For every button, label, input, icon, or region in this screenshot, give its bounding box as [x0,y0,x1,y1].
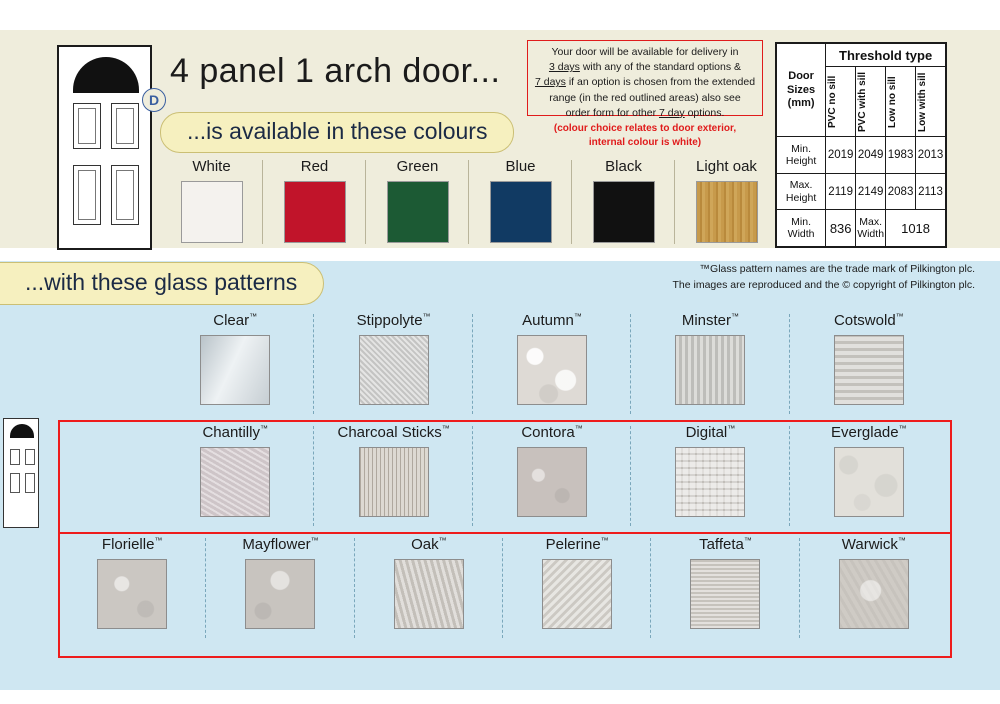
door-panel-inner [116,108,134,144]
door-sizes-table [775,42,947,248]
glass-option-clear-cell[interactable] [156,308,314,420]
page-title: 4 panel 1 arch door... [170,52,501,90]
delivery-note-3-days: 3 days [548,61,580,74]
door-panel-inner [116,170,134,220]
glass-label: Clear™ [213,312,258,329]
glass-label: Taffeta™ [699,536,752,553]
row-label-max-width: Max. Width [856,210,886,247]
door-thumbnail-icon [3,418,39,528]
glass-option-stippolyte-cell[interactable] [314,308,472,420]
cell-max-height-pvc-with-sill: 2149 [856,173,886,210]
door-panel-inner [78,170,96,220]
door-thumbnail-arch [10,424,34,438]
colour-swatch[interactable] [387,181,449,243]
glass-option-charcoal-sticks-cell[interactable] [314,420,472,532]
cell-min-width-value: 836 [826,210,856,247]
glass-label: Everglade™ [831,424,907,441]
colour-label: Black [605,158,642,175]
delivery-note-line1: Your door will be available for delivery in [551,46,739,58]
glass-swatch[interactable] [97,559,167,629]
delivery-note-line2: with any of the standard options & [582,61,742,74]
table-header-label: Low with sill [917,72,929,132]
glass-label: Warwick™ [841,536,906,553]
glass-swatch[interactable] [834,447,904,517]
cell-min-height-pvc-with-sill: 2049 [856,137,886,174]
row-label-max-height: Max. Height [777,173,826,210]
glass-pattern-grid [58,308,948,658]
table-header-label: PVC no sill [827,75,839,128]
colour-label: Light oak [696,158,757,175]
colour-note-line1: (colour choice relates to door exterior, [553,123,737,134]
delivery-note-7-days: 7 days [534,76,566,89]
glass-label: Mayflower™ [242,536,319,553]
trademark-note-line2: The images are reproduced and the © copyright of Pilkington plc. [672,278,975,291]
colour-option-red[interactable] [263,158,366,248]
glass-option-taffeta-cell[interactable] [651,532,799,644]
door-panel-bottom-right [111,165,139,225]
glass-label: Contora™ [521,424,583,441]
background-band-white-top [0,0,1000,30]
door-thumbnail-panel [25,449,35,465]
table-header-pvc-no-sill [826,67,856,137]
glass-option-cotswold-cell[interactable] [790,308,948,420]
colour-label: Blue [505,158,536,175]
glass-label: Pelerine™ [545,536,609,553]
table-row [777,173,946,210]
glass-option-everglade-cell[interactable] [790,420,948,532]
door-thumbnail-panel [10,449,20,465]
glass-label: Stippolyte™ [356,312,431,329]
glass-swatch[interactable] [834,335,904,405]
glass-swatch[interactable] [517,447,587,517]
colour-swatch[interactable] [696,181,758,243]
colour-swatch[interactable] [490,181,552,243]
door-panel-bottom-left [73,165,101,225]
cell-min-height-low-no-sill: 1983 [886,137,916,174]
delivery-note-line5-end: options. [687,106,725,119]
door-sizes-table-grid [776,43,946,247]
colour-option-white[interactable] [160,158,263,248]
table-row [777,137,946,174]
table-header-pvc-with-sill [856,67,886,137]
glass-row-standard [58,308,948,420]
colour-note-line2: internal colour is white) [588,137,702,148]
colour-label: Red [300,158,329,175]
row-label-min-height: Min. Height [777,137,826,174]
door-thumbnail-panel [10,473,20,493]
background-band-white-bottom [0,690,1000,704]
glass-option-chantilly-cell[interactable] [156,420,314,532]
door-thumbnail-panel [25,473,35,493]
table-row-header [777,44,946,67]
glass-option-oak-cell[interactable] [355,532,503,644]
glass-option-mayflower-cell[interactable] [206,532,354,644]
glass-option-autumn-cell[interactable] [473,308,631,420]
glass-label: Charcoal Sticks™ [337,424,450,441]
colour-swatch-row [160,158,780,248]
table-header-low-no-sill [886,67,916,137]
trademark-note-line1: ™Glass pattern names are the trade mark of Pilkington plc. [699,263,975,275]
delivery-note-line4: range (in the red outlined areas) also see [549,91,741,104]
glass-label: Digital™ [685,424,736,441]
delivery-note-line5: order form for other [565,106,657,119]
glass-label: Florielle™ [101,536,163,553]
glass-row2-spacer [58,420,156,532]
glass-swatch[interactable] [517,335,587,405]
glass-swatch[interactable] [690,559,760,629]
glass-swatch[interactable] [359,447,429,517]
colour-option-light-oak[interactable] [675,158,778,248]
colour-label: Green [396,158,439,175]
colour-option-blue[interactable] [469,158,572,248]
delivery-note-7-day: 7 day [658,106,685,119]
glass-swatch[interactable] [245,559,315,629]
trademark-note [640,262,975,294]
colour-option-black[interactable] [572,158,675,248]
glass-option-pelerine-cell[interactable] [503,532,651,644]
door-code-badge: D [142,88,166,112]
glass-label: Minster™ [681,312,740,329]
glass-label: Autumn™ [522,312,582,329]
colour-swatch[interactable] [181,181,243,243]
table-header-door-sizes: Door Sizes (mm) [777,44,826,137]
glass-swatch[interactable] [839,559,909,629]
glass-row-extended-1 [58,420,948,532]
door-panel-top-left [73,103,101,149]
door-panel-top-right [111,103,139,149]
glass-label: Oak™ [411,536,447,553]
table-header-low-with-sill [916,67,946,137]
table-header-label: Low no sill [887,76,899,128]
glass-patterns-heading: ...with these glass patterns [0,262,324,305]
cell-min-height-pvc-no-sill: 2019 [826,137,856,174]
cell-max-height-low-with-sill: 2113 [916,173,946,210]
glass-swatch[interactable] [542,559,612,629]
colour-swatch[interactable] [284,181,346,243]
cell-min-height-low-with-sill: 2013 [916,137,946,174]
glass-label: Cotswold™ [833,312,904,329]
row-label-min-width: Min. Width [777,210,826,247]
delivery-note-box [527,40,763,119]
glass-swatch[interactable] [675,335,745,405]
glass-row-extended-2 [58,532,948,644]
cell-max-height-pvc-no-sill: 2119 [826,173,856,210]
colour-label: White [192,158,231,175]
glass-swatch[interactable] [200,447,270,517]
glass-label: Chantilly™ [202,424,268,441]
glass-option-warwick-cell[interactable] [800,532,948,644]
glass-swatch[interactable] [394,559,464,629]
glass-option-digital-cell[interactable] [631,420,789,532]
glass-option-contora-cell[interactable] [473,420,631,532]
glass-option-florielle-cell[interactable] [58,532,206,644]
glass-swatch[interactable] [359,335,429,405]
table-header-threshold-type: Threshold type [826,44,946,67]
delivery-note-line3: if an option is chosen from the extended [568,76,756,89]
table-row-widths [777,210,946,247]
glass-swatch[interactable] [200,335,270,405]
glass-option-minster-cell[interactable] [631,308,789,420]
colour-option-green[interactable] [366,158,469,248]
door-arch-panel [73,57,139,93]
cell-max-height-low-no-sill: 2083 [886,173,916,210]
door-panel-inner [78,108,96,144]
table-header-label: PVC with sill [857,71,869,132]
glass-option-clear[interactable] [58,308,156,420]
colour-note [527,122,763,150]
cell-max-width-value: 1018 [886,210,946,247]
glass-swatch[interactable] [675,447,745,517]
door-illustration [57,45,152,250]
colour-swatch[interactable] [593,181,655,243]
colours-heading: ...is available in these colours [160,112,514,153]
